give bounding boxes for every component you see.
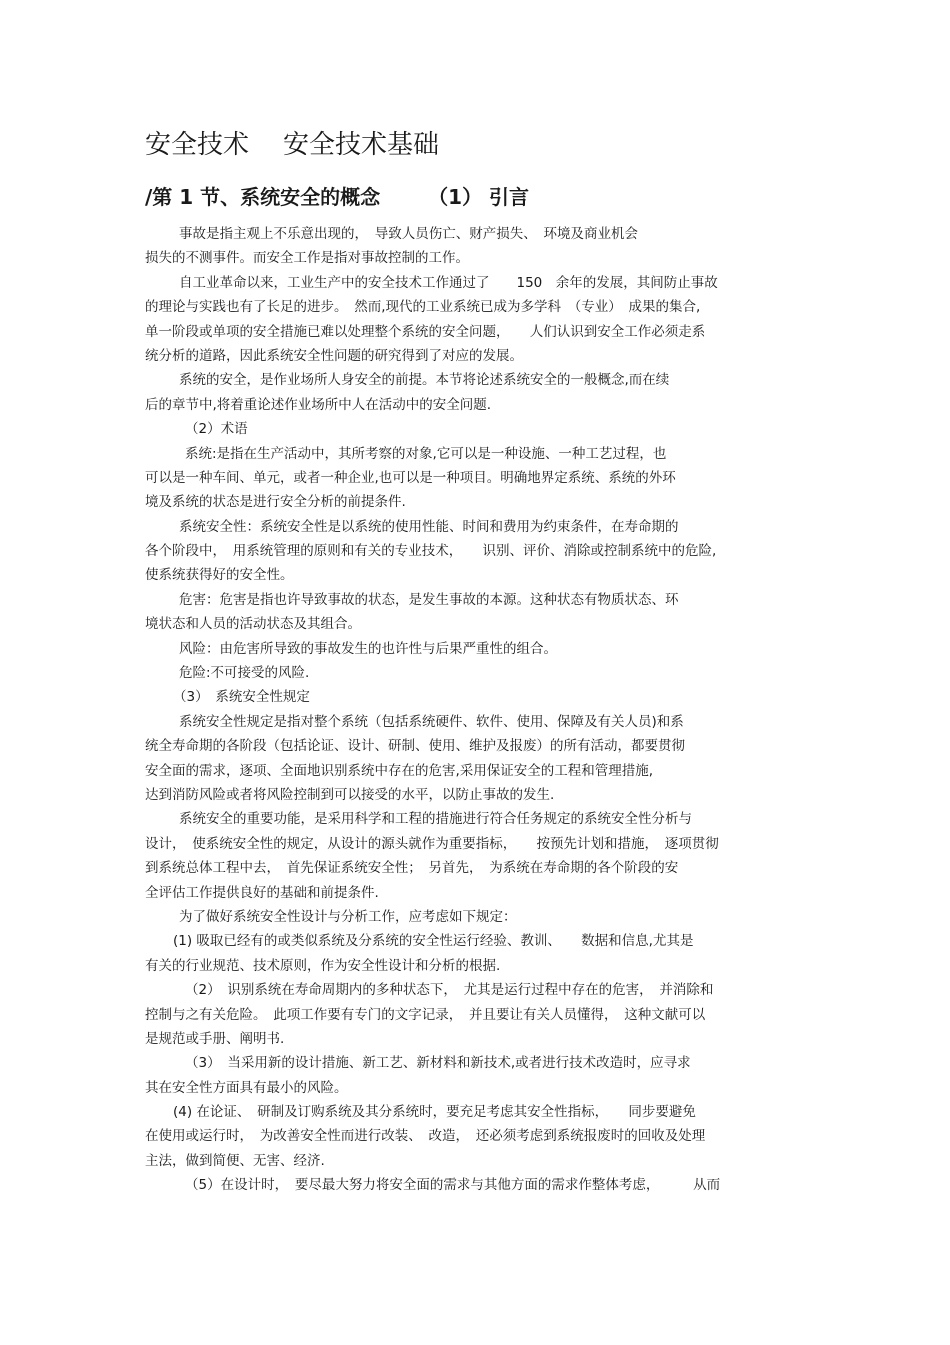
body-line: 境及系统的状态是进行安全分析的前提条件. bbox=[145, 494, 406, 511]
body-line: 单一阶段或单项的安全措施已难以处理整个系统的安全问题， 人们认识到安全工作必须走系 bbox=[145, 323, 706, 340]
body-line: 其在安全性方面具有最小的风险。 bbox=[145, 1079, 348, 1096]
body-line: 系统安全性规定是指对整个系统（包括系统硬件、软件、使用、保障及有关人员)和系 bbox=[179, 713, 684, 730]
body-line: 各个阶段中， 用系统管理的原则和有关的专业技术， 识别、评价、消除或控制系统中的危险, bbox=[145, 543, 717, 560]
body-line: 系统安全的重要功能，是采用科学和工程的措施进行符合任务规定的系统安全性分析与 bbox=[179, 811, 692, 828]
body-line: 损失的不测事件。而安全工作是指对事故控制的工作。 bbox=[145, 250, 469, 267]
body-line: 事故是指主观上不乐意出现的， 导致人员伤亡、财产损失、 环境及商业机会 bbox=[179, 226, 638, 242]
title-part-2: 安全技术基础 bbox=[283, 130, 440, 160]
body-line: 使系统获得好的安全性。 bbox=[145, 567, 294, 584]
body-line: 可以是一种车间、单元，或者一种企业,也可以是一种项目。明确地界定系统、系统的外环 bbox=[145, 469, 676, 486]
subsection-heading: （3） 系统安全性规定 bbox=[173, 689, 310, 706]
document-title bbox=[145, 124, 439, 161]
body-line: 在使用或运行时， 为改善安全性而进行改装、 改造， 还必须考虑到系统报废时的回收及处理 bbox=[145, 1128, 706, 1145]
body-line: 统分析的道路，因此系统安全性问题的研究得到了对应的发展。 bbox=[145, 347, 523, 364]
body-line: 的理论与实践也有了长足的进步。 然而,现代的工业系统已成为多学科 （专业） 成果的集合, bbox=[145, 299, 701, 316]
document-body bbox=[145, 222, 805, 1198]
body-line: 危险:不可接受的风险. bbox=[179, 665, 310, 682]
body-line: 是规范或手册、阐明书. bbox=[145, 1030, 285, 1047]
body-line: 安全面的需求，逐项、全面地识别系统中存在的危害,采用保证安全的工程和管理措施, bbox=[145, 762, 654, 779]
list-item: （2） 识别系统在寿命周期内的多种状态下， 尤其是运行过程中存在的危害， 并消除和 bbox=[185, 982, 714, 999]
body-line: 危害：危害是指也许导致事故的状态，是发生事故的本源。这种状态有物质状态、环 bbox=[179, 591, 679, 608]
body-line: 主法，做到简便、无害、经济. bbox=[145, 1152, 325, 1169]
heading-number: 1 bbox=[179, 185, 194, 209]
list-item: （5）在设计时， 要尽最大努力将安全面的需求与其他方面的需求作整体考虑， 从而 bbox=[185, 1177, 721, 1194]
body-line: 到系统总体工程中去， 首先保证系统安全性； 另首先， 为系统在寿命期的各个阶段的安 bbox=[145, 860, 679, 877]
body-line: 控制与之有关危险。 此项工作要有专门的文字记录， 并且要让有关人员懂得， 这种文献可以 bbox=[145, 1006, 706, 1023]
body-line: 全评估工作提供良好的基础和前提条件. bbox=[145, 884, 379, 901]
section-heading bbox=[145, 181, 529, 210]
body-line: 达到消防风险或者将风险控制到可以接受的水平，以防止事故的发生. bbox=[145, 786, 555, 803]
body-line: 自工业革命以来，工业生产中的安全技术工作通过了 150 余年的发展，其间防止事故 bbox=[179, 274, 718, 291]
heading-prefix: /第 bbox=[145, 185, 180, 209]
body-line: 后的章节中,将着重论述作业场所中人在活动中的安全问题. bbox=[145, 396, 492, 413]
body-line: 设计， 使系统安全性的规定，从设计的源头就作为重要指标， 按预先计划和措施， 逐项贯彻 bbox=[145, 835, 719, 852]
title-part-1: 安全技术 bbox=[145, 130, 250, 160]
list-item: （3） 当采用新的设计措施、新工艺、新材料和新技术,或者进行技术改造时，应寻求 bbox=[185, 1055, 691, 1072]
body-line: 系统的安全，是作业场所人身安全的前提。本节将论述系统安全的一般概念,而在续 bbox=[179, 372, 670, 389]
body-line: 有关的行业规范、技术原则，作为安全性设计和分析的根据. bbox=[145, 957, 501, 974]
heading-section: 节、系统安全的概念 bbox=[193, 185, 381, 209]
heading-sub-title: 引言 bbox=[482, 185, 530, 209]
body-line: 境状态和人员的活动状态及其组合。 bbox=[145, 616, 361, 633]
body-line: 风险：由危害所导致的事故发生的也许性与后果严重性的组合。 bbox=[179, 640, 557, 657]
body-line: 系统:是指在生产活动中，其所考察的对象,它可以是一种设施、一种工艺过程，也 bbox=[185, 445, 667, 462]
body-line: 统全寿命期的各阶段（包括论证、设计、研制、使用、维护及报废）的所有活动，都要贯彻 bbox=[145, 738, 685, 755]
body-line: 系统安全性：系统安全性是以系统的使用性能、时间和费用为约束条件，在寿命期的 bbox=[179, 518, 679, 535]
subsection-heading: （2）术语 bbox=[185, 421, 248, 438]
list-item: (4) 在论证、 研制及订购系统及其分系统时，要充足考虑其安全性指标， 同步要避免 bbox=[173, 1104, 696, 1121]
heading-sub-number: （1） bbox=[428, 185, 483, 209]
body-line: 为了做好系统安全性设计与分析工作，应考虑如下规定： bbox=[179, 908, 517, 925]
list-item: (1) 吸取已经有的或类似系统及分系统的安全性运行经验、教训、 数据和信息,尤其是 bbox=[173, 933, 694, 950]
